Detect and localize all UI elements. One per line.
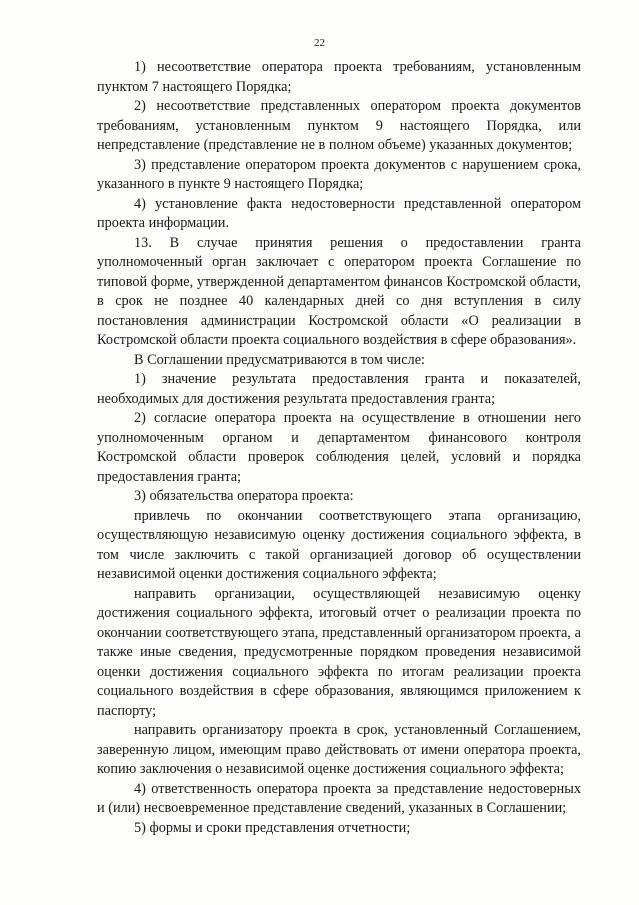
paragraph-agreement-intro: В Соглашении предусматриваются в том числе: — [134, 351, 426, 368]
page-number: 22 — [314, 37, 325, 49]
paragraph-section-13: 13. В случае принятия решения о предоставлении гранта уполномоченный орган заключает с оператором проекта Соглашение по типовой форме, утвержденной департаментом финансов Костромской области, в срок не позднее 40 календарных дней со дня вступления в силу постановления администрации Костромской области «О реализации в Костромской области проекта социального воздействия в сфере образования». — [97, 234, 581, 348]
paragraph-agreement-item-1: 1) значение результата предоставления гранта и показателей, необходимых для достижения результата предоставления гранта; — [97, 371, 581, 407]
paragraph-agreement-item-5: 5) формы и сроки представления отчетности; — [134, 819, 411, 836]
paragraph-agreement-item-2: 2) согласие оператора проекта на осуществление в отношении него уполномоченным органом и департаментом финансового контроля Костромской области проверок соблюдения целей, условий и порядка предоставления гранта; — [97, 410, 581, 485]
paragraph-item-4: 4) установление факта недостоверности представленной оператором проекта информации. — [97, 195, 581, 231]
paragraph-item-1: 1) несоответствие оператора проекта требованиям, установленным пунктом 7 настоящего Порядка; — [97, 59, 581, 95]
paragraph-item-2: 2) несоответствие представленных оператором проекта документов требованиям, установленным пунктом 9 настоящего Порядка, или непредставление (представление не в полном объеме) указанных документов; — [97, 98, 581, 153]
paragraph-obligation-send-copy: направить организатору проекта в срок, установленный Соглашением, заверенную лицом, имеющим право действовать от имени оператора проекта, копию заключения о независимой оценке достижения социального эффекта; — [97, 722, 581, 777]
paragraph-agreement-item-3: 3) обязательства оператора проекта: — [134, 488, 354, 504]
paragraph-obligation-send-report: направить организации, осуществляющей независимую оценку достижения социального эффекта, итоговый отчет о реализации проекта по окончании соответствующего этапа, представленный организатором проекта, а также иные сведения, предусмотренные порядком проведения независимой оценки достижения социального эффекта по итогам реализации проекта социального воздействия в сфере образования, являющимся приложением к паспорту; — [97, 585, 581, 719]
paragraph-obligation-attract: привлечь по окончании соответствующего этапа организацию, осуществляющую независимую оценку достижения социального эффекта, в том числе заключить с такой организацией договор об осуществлении независимой оценки достижения социального эффекта; — [97, 507, 581, 582]
paragraph-item-3: 3) представление оператором проекта документов с нарушением срока, указанного в пункте 9 настоящего Порядка; — [97, 156, 581, 192]
paragraph-agreement-item-4: 4) ответственность оператора проекта за представление недостоверных и (или) несвоевременное представление сведений, указанных в Соглашении; — [97, 780, 581, 816]
document-body — [97, 58, 581, 838]
